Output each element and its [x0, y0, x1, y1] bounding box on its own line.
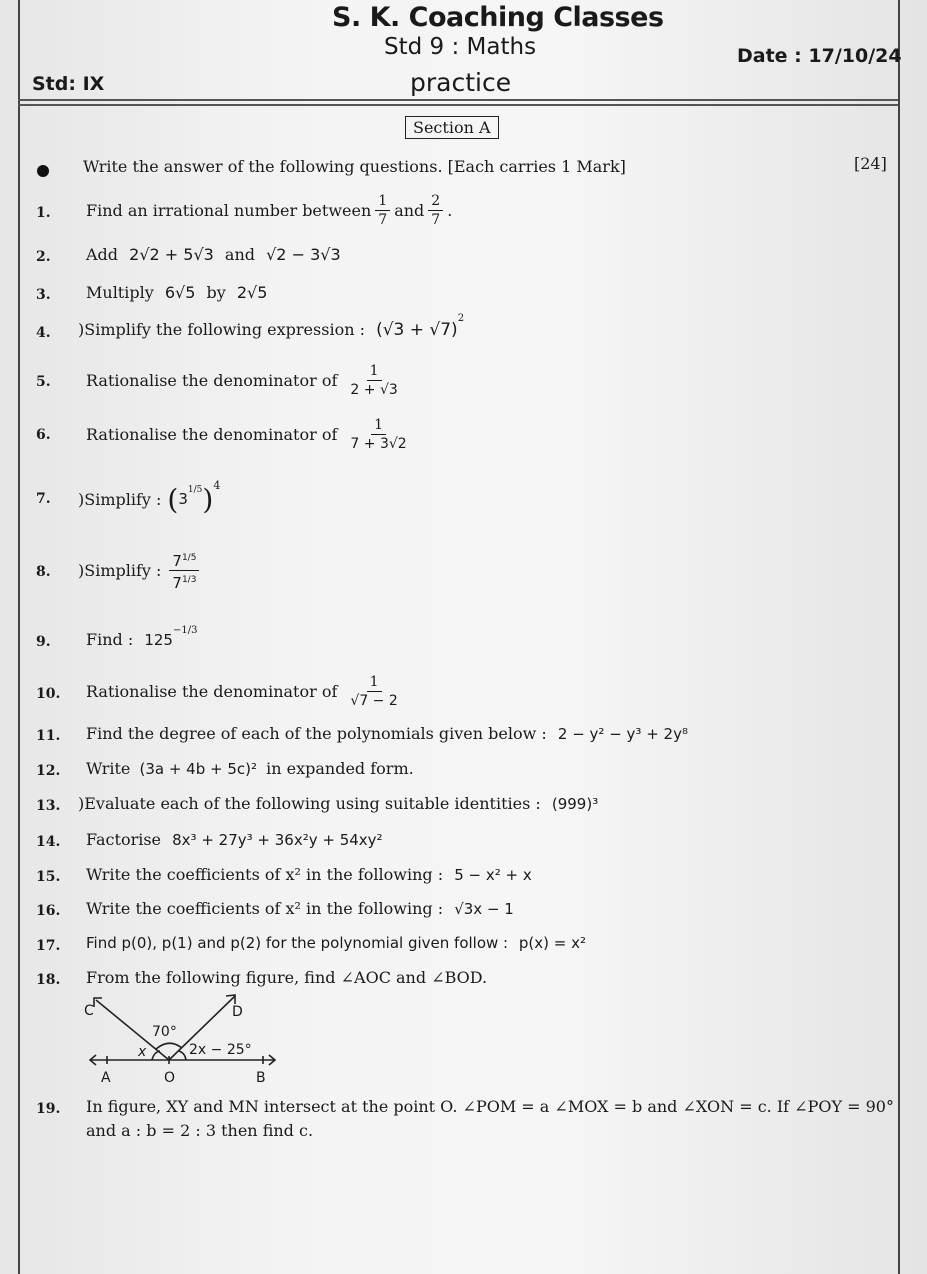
question-number: 6.	[36, 427, 51, 443]
question-text: Rationalise the denominator of	[86, 424, 338, 444]
question-text: )Simplify the following expression :	[78, 320, 365, 339]
question-number: 17.	[36, 938, 61, 954]
math-expression: (3a + 4b + 5c)²	[139, 760, 258, 778]
bullet-icon	[37, 165, 49, 177]
label-a: A	[101, 1070, 111, 1086]
fraction-numerator: 1	[375, 192, 390, 211]
question-text: Find the degree of each of the polynomials given below :	[86, 724, 547, 743]
question-number: 11.	[36, 728, 61, 744]
question-text: )Evaluate each of the following using suitable identities :	[78, 794, 541, 813]
math-expression: 6√5	[164, 283, 196, 302]
question-text: )Simplify :	[78, 489, 162, 509]
header-divider-2	[18, 104, 898, 106]
question-9	[86, 624, 198, 649]
fraction-denominator: 7	[431, 211, 441, 228]
label-b: B	[256, 1070, 266, 1086]
label-o: O	[164, 1070, 176, 1086]
question-number: 16.	[36, 903, 61, 919]
question-number: 5.	[36, 374, 51, 390]
std-label: Std: IX	[32, 73, 105, 95]
exponent: −1/3	[172, 624, 198, 636]
question-number: 13.	[36, 798, 61, 814]
question-number: 10.	[36, 686, 61, 702]
fraction-denominator: 2 + √3	[350, 381, 398, 398]
open-paren: (	[167, 482, 179, 516]
question-3	[86, 283, 267, 302]
institute-name: S. K. Coaching Classes	[332, 2, 664, 33]
question-text: Add	[86, 245, 119, 264]
question-number: 15.	[36, 869, 61, 885]
right-border	[898, 0, 900, 1274]
question-15	[86, 865, 532, 884]
question-text: Factorise	[86, 830, 162, 849]
question-number: 3.	[36, 287, 51, 303]
angle-top-label: 70°	[152, 1024, 177, 1040]
header-divider-1	[18, 99, 898, 101]
question-text: in expanded form.	[266, 759, 414, 778]
question-14	[86, 830, 383, 849]
math-base: 125	[144, 631, 173, 649]
section-title: Section A	[405, 116, 499, 139]
question-number: 4.	[36, 325, 51, 341]
question-text: Find an irrational number between	[86, 200, 372, 220]
question-text: Find :	[86, 630, 134, 649]
section-marks: [24]	[854, 154, 887, 173]
math-expression: √2 − 3√3	[266, 245, 341, 264]
section-instruction: Write the answer of the following questions. [Each carries 1 Mark]	[83, 157, 626, 176]
date-label: Date : 17/10/24	[737, 45, 902, 67]
math-base: 7	[172, 551, 182, 570]
question-17	[86, 934, 586, 952]
math-base: 3	[178, 490, 188, 508]
angle-arc-top	[156, 1043, 182, 1049]
question-number: 8.	[36, 564, 51, 580]
question-text: Rationalise the denominator of	[86, 681, 338, 701]
question-12	[86, 759, 414, 778]
std-subject: Std 9 : Maths	[384, 34, 537, 60]
math-base: 7	[172, 573, 182, 592]
exponent: 1/3	[181, 574, 197, 585]
question-text: and	[224, 245, 256, 264]
math-expression: (√3 + √7)	[376, 320, 458, 340]
math-expression: 2√5	[236, 283, 268, 302]
math-expression: 8x³ + 27y³ + 36x²y + 54xy²	[172, 831, 383, 849]
question-text: Write the coefficients of x² in the following :	[86, 899, 444, 918]
fraction-denominator: 7 + 3√2	[350, 435, 407, 452]
question-5	[86, 356, 405, 404]
exponent: 1/5	[181, 552, 197, 563]
question-number: 2.	[36, 249, 51, 265]
exponent: 4	[213, 478, 221, 492]
question-text: Write	[86, 759, 131, 778]
question-19: In figure, XY and MN intersect at the point O. ∠POM = a ∠MOX = b and ∠XON = c. If ∠POY = 90°	[86, 1097, 894, 1116]
fraction-numerator: 1	[371, 416, 386, 435]
math-expression: p(x) = x²	[518, 934, 586, 952]
question-number: 9.	[36, 634, 51, 650]
angle-figure	[80, 988, 290, 1088]
math-expression: 2 − y² − y³ + 2y⁸	[557, 725, 688, 743]
paper-type: practice	[410, 68, 512, 97]
question-18: From the following figure, find ∠AOC and ∠BOD.	[86, 968, 488, 987]
question-text: .	[447, 200, 453, 220]
fraction-numerator: 2	[428, 192, 443, 211]
question-6	[86, 410, 414, 458]
question-number: 14.	[36, 834, 61, 850]
question-text: by	[206, 283, 226, 302]
angle-right-label: 2x − 25°	[189, 1042, 252, 1058]
label-d: D	[232, 1004, 243, 1020]
exponent: 2	[457, 312, 465, 324]
question-7	[78, 476, 220, 522]
math-expression: 5 − x² + x	[454, 866, 532, 884]
close-paren: )	[202, 482, 214, 516]
question-4	[78, 312, 465, 340]
label-c: C	[84, 1003, 94, 1019]
question-text: Rationalise the denominator of	[86, 370, 338, 390]
fraction-denominator: √7 − 2	[350, 692, 398, 709]
left-border	[18, 0, 20, 1274]
exponent: 1/5	[187, 485, 203, 495]
math-expression: 2√2 + 5√3	[129, 245, 214, 264]
question-text: Write the coefficients of x² in the following :	[86, 865, 444, 884]
question-number: 19.	[36, 1101, 61, 1117]
question-text: )Simplify :	[78, 560, 162, 580]
fraction-numerator: 1	[367, 673, 382, 692]
fraction-denominator: 7	[378, 211, 388, 228]
question-19-cont: and a : b = 2 : 3 then find c.	[86, 1121, 314, 1140]
angle-left-label: x	[138, 1044, 147, 1060]
math-expression: √3x − 1	[454, 900, 514, 918]
question-number: 18.	[36, 972, 61, 988]
question-16	[86, 899, 514, 918]
question-1	[86, 186, 452, 234]
question-2	[86, 245, 341, 264]
math-expression: (999)³	[551, 795, 599, 813]
question-11	[86, 724, 688, 743]
fraction-numerator: 1	[367, 362, 382, 381]
question-13	[78, 794, 598, 813]
question-number: 7.	[36, 491, 51, 507]
question-10	[86, 667, 405, 715]
question-number: 1.	[36, 205, 51, 221]
question-number: 12.	[36, 763, 61, 779]
question-text: Multiply	[86, 283, 154, 302]
question-8	[78, 540, 203, 600]
question-text: and	[394, 200, 425, 220]
question-text: Find p(0), p(1) and p(2) for the polynomial given follow :	[86, 934, 509, 952]
angle-arc-right	[179, 1051, 186, 1060]
